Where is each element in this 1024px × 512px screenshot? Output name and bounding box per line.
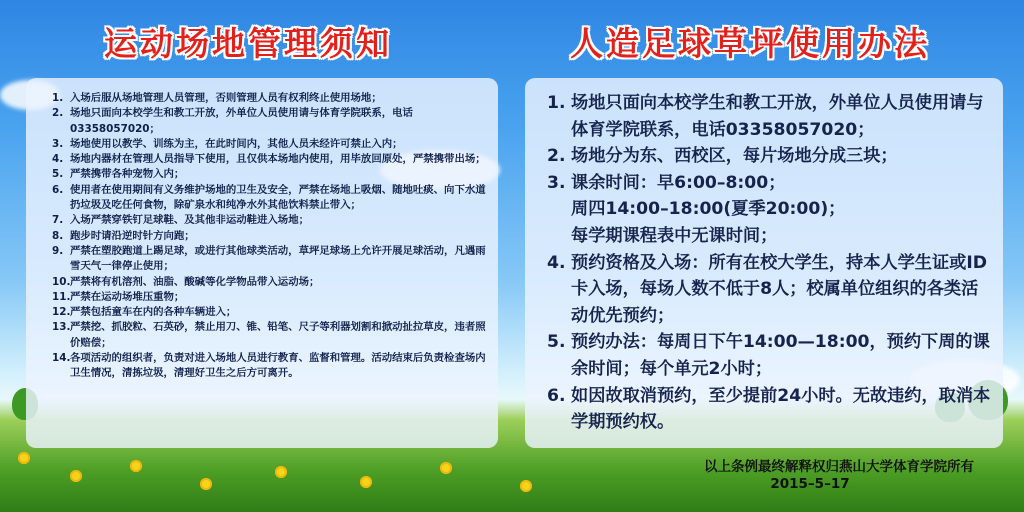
rule-item [52, 229, 488, 244]
rule-number [547, 223, 571, 250]
rule-number: 4. [52, 153, 64, 166]
rule-number: 2. [52, 107, 64, 120]
rule-item [52, 275, 488, 290]
rule-text: 场地只面向本校学生和教工开放，外单位人员使用请与体育学院联系，电话03358057020； [70, 107, 413, 135]
rule-number: 3. [547, 172, 566, 193]
rule-text: 场地分为东、西校区，每片场地分成三块； [571, 146, 898, 167]
rule-number: 1. [52, 92, 64, 104]
rule-text: 课余时间：早6:00–8:00； [571, 172, 786, 193]
rule-item [52, 213, 488, 228]
rule-number: 7. [52, 214, 64, 227]
rule-item [52, 183, 488, 214]
flower [520, 480, 532, 492]
rule-text: 入场严禁穿铁钉足球鞋、及其他非运动鞋进入场地； [70, 214, 309, 227]
rule-number: 2. [547, 146, 566, 167]
rule-text: 跑步时请沿逆时针方向跑； [70, 229, 195, 242]
rule-text: 严禁在塑胶跑道上踢足球，或进行其他球类活动，草坪足球场上允许开展足球活动，凡遇雨雪天气一律停止使用； [70, 244, 486, 273]
rule-number: 6. [52, 183, 64, 196]
rule-item [52, 244, 488, 275]
rule-item [547, 329, 992, 382]
rule-item [52, 167, 488, 182]
footer-date: 2015–5–17 [770, 476, 850, 492]
flower [275, 466, 287, 478]
rule-item [547, 143, 992, 170]
rule-text: 场地内器材在管理人员指导下使用，且仅供本场地内使用，用毕放回原处，严禁携带出场； [70, 153, 486, 166]
flower [200, 478, 212, 490]
rule-item [547, 223, 992, 250]
rule-number: 13. [52, 321, 71, 334]
rule-number: 8. [52, 229, 64, 242]
rule-number: 3. [52, 137, 64, 150]
venue-rules-list [52, 91, 488, 382]
rule-text: 如因故取消预约，至少提前24小时。无故违约，取消本学期预约权。 [571, 385, 991, 433]
rule-item [52, 290, 488, 305]
rule-item [52, 137, 488, 152]
rule-item [547, 383, 992, 436]
rule-number: 14. [52, 352, 71, 365]
flower [70, 470, 82, 482]
footer-note: 以上条例最终解释权归燕山大学体育学院所有 [704, 459, 974, 475]
rule-text: 使用者在使用期间有义务维护场地的卫生及安全，严禁在场地上吸烟、随地吐痰、向下水道扔垃圾及吃任何食物，除矿泉水和纯净水外其他饮料禁止带入； [70, 183, 486, 212]
rule-item [52, 320, 488, 351]
rule-text: 严禁包括童车在内的各种车辆进入； [70, 306, 237, 319]
rule-item [52, 305, 488, 320]
rule-item [547, 90, 992, 143]
right-title: 人造足球草坪使用办法 [570, 24, 930, 63]
rule-text: 严禁将有机溶剂、油脂、酸碱等化学物品带入运动场； [70, 275, 320, 288]
rule-number: 9. [52, 244, 64, 257]
left-title: 运动场地管理须知 [104, 24, 392, 63]
rule-text: 周四14:00–18:00(夏季20:00)； [571, 199, 846, 220]
rule-text: 场地使用以教学、训练为主，在此时间内，其他人员未经许可禁止入内； [70, 137, 403, 150]
flower [440, 462, 452, 474]
rule-item [52, 152, 488, 167]
rule-number: 10. [52, 275, 71, 288]
flower [130, 460, 142, 472]
rule-number: 12. [52, 306, 71, 319]
rule-text: 每学期课程表中无课时间； [571, 225, 778, 246]
rule-number: 4. [547, 252, 566, 273]
rule-text: 严禁挖、抓胶粒、石英砂，禁止用刀、锥、铅笔、尺子等利器划割和掀动扯拉草皮，违者照价赔偿； [70, 321, 486, 349]
rule-text: 场地只面向本校学生和教工开放，外单位人员使用请与体育学院联系，电话03358057020； [571, 93, 984, 140]
rule-number: 1. [547, 93, 566, 113]
footer [704, 459, 974, 493]
turf-rules-list [547, 90, 992, 436]
rule-item [52, 106, 488, 137]
rule-item [547, 250, 992, 330]
rule-item [52, 351, 488, 382]
rule-text: 预约资格及入场：所有在校大学生，持本人学生证或ID卡入场，每场人数不低于8人；校属单位组织的各类活动优先预约； [571, 252, 987, 326]
rule-text: 入场后服从场地管理人员管理，否则管理人员有权利终止使用场地； [70, 92, 382, 104]
rule-text: 严禁携带各种宠物入内； [70, 168, 185, 181]
rule-item [547, 196, 992, 223]
rule-text: 预约办法：每周日下午14:00—18:00，预约下周的课余时间；每个单元2小时； [571, 332, 990, 379]
rule-number: 5. [52, 168, 64, 181]
rule-number: 11. [52, 290, 71, 303]
rule-text: 严禁在运动场堆压重物； [70, 290, 185, 303]
rule-text: 各项活动的组织者，负责对进入场地人员进行教育、监督和管理。活动结束后负责检查场内卫生情况，清拣垃圾，清理好卫生之后方可离开。 [70, 352, 486, 380]
rule-item [547, 170, 992, 197]
flower [360, 476, 372, 488]
rule-item [52, 91, 488, 106]
rule-number: 6. [547, 385, 566, 406]
rule-number [547, 196, 571, 223]
flower [18, 452, 30, 464]
rule-number: 5. [547, 332, 566, 353]
